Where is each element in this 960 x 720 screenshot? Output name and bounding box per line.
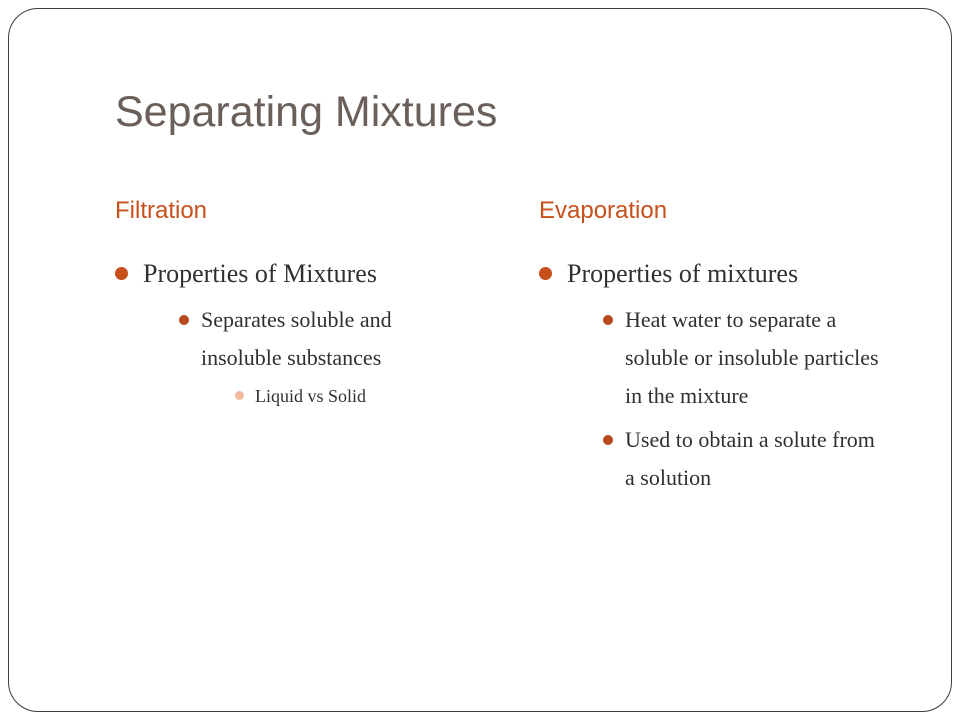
- evaporation-column: [539, 199, 889, 503]
- sub-bullet-text: Used to obtain a solute from a solution: [625, 427, 875, 490]
- sub-bullet-item: [171, 301, 465, 413]
- bullet-icon: [539, 267, 552, 280]
- bullet-item: [539, 257, 889, 497]
- slide-frame: [8, 8, 952, 712]
- sub-sub-bullet-text: Liquid vs Solid: [255, 386, 367, 406]
- sub-sub-bullet-list: [231, 379, 465, 413]
- bullet-text: Properties of mixtures: [567, 259, 799, 288]
- column-heading-evaporation: Evaporation: [539, 197, 668, 224]
- bullet-icon: [115, 267, 128, 280]
- bullet-text: Properties of Mixtures: [143, 259, 377, 288]
- sub-bullet-text: Separates soluble and insoluble substances: [201, 307, 392, 370]
- bullet-item: [115, 257, 465, 413]
- sub-bullet-item: [595, 421, 889, 497]
- sub-bullet-text: Heat water to separate a soluble or insoluble particles in the mixture: [625, 307, 879, 408]
- sub-bullet-list: [595, 301, 889, 497]
- sub-sub-bullet-item: [231, 379, 465, 413]
- column-heading-filtration: Filtration: [115, 197, 208, 224]
- sub-bullet-item: [595, 301, 889, 415]
- evaporation-bullet-list: [539, 257, 889, 497]
- bullet-icon: [179, 315, 189, 325]
- slide-title: Separating Mixtures: [115, 88, 498, 136]
- filtration-column: [115, 199, 465, 419]
- bullet-icon: [603, 435, 613, 445]
- bullet-icon: [235, 391, 244, 400]
- filtration-bullet-list: [115, 257, 465, 413]
- sub-bullet-list: [171, 301, 465, 413]
- bullet-icon: [603, 315, 613, 325]
